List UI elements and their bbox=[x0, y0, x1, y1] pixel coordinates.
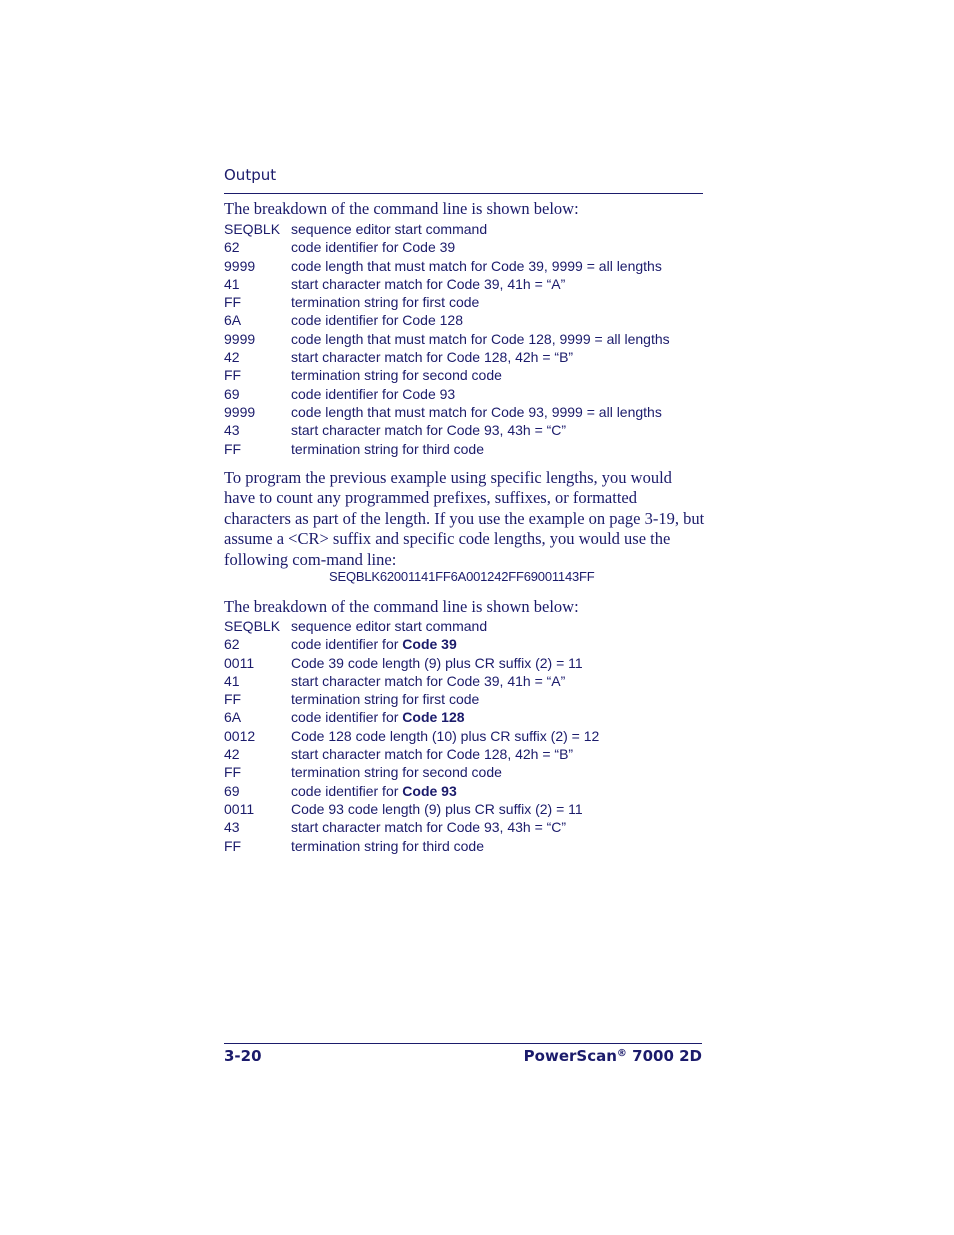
item-description bbox=[291, 386, 455, 402]
item-description bbox=[291, 422, 566, 438]
item-code: 6A bbox=[224, 709, 242, 726]
item-code: 42 bbox=[224, 746, 240, 763]
item-code: FF bbox=[224, 764, 242, 781]
item-code: 0011 bbox=[224, 654, 255, 671]
item-description bbox=[291, 331, 670, 347]
item-description-text: termination string for first code bbox=[291, 294, 480, 311]
item-description-text: termination string for second code bbox=[291, 367, 502, 384]
item-description-text: start character match for Code 93, 43h = “C” bbox=[291, 422, 567, 439]
list-item bbox=[224, 238, 704, 256]
item-description-text: code length that must match for Code 39, 9999 = all lengths bbox=[291, 257, 662, 274]
list-item bbox=[224, 745, 704, 763]
item-code: 9999 bbox=[224, 330, 256, 347]
product-model: 7000 2D bbox=[626, 1047, 702, 1065]
item-description bbox=[291, 783, 457, 799]
item-description bbox=[291, 819, 566, 835]
footer-rule bbox=[224, 1043, 702, 1044]
item-code: 0012 bbox=[224, 727, 256, 744]
item-description bbox=[291, 838, 484, 854]
breakdown-list-1 bbox=[224, 220, 704, 458]
list-item bbox=[224, 275, 704, 293]
header-rule bbox=[224, 193, 703, 194]
item-code: 6A bbox=[224, 312, 242, 329]
item-description bbox=[291, 312, 463, 328]
item-description-text: Code 128 code length (10) plus CR suffix (2) = 12 bbox=[291, 727, 600, 744]
item-description-text: code length that must match for Code 128, 9999 = all lengths bbox=[291, 330, 670, 347]
product-name bbox=[524, 1047, 702, 1065]
list-item bbox=[224, 818, 704, 836]
item-description bbox=[291, 404, 662, 420]
list-item bbox=[224, 654, 704, 672]
item-code: 69 bbox=[224, 385, 240, 402]
item-description-text: code identifier for Code 93 bbox=[291, 385, 456, 402]
item-code: FF bbox=[224, 367, 242, 384]
item-code: FF bbox=[224, 294, 242, 311]
list-item bbox=[224, 440, 704, 458]
item-description-text: start character match for Code 128, 42h = “B” bbox=[291, 746, 574, 763]
item-code: 43 bbox=[224, 819, 240, 836]
item-description bbox=[291, 294, 479, 310]
item-description bbox=[291, 239, 455, 255]
list-item bbox=[224, 293, 704, 311]
item-code: 69 bbox=[224, 782, 240, 799]
item-description-text: Code 93 code length (9) plus CR suffix (2) = 11 bbox=[291, 800, 583, 817]
item-description bbox=[291, 746, 573, 762]
item-code: 43 bbox=[224, 422, 240, 439]
item-description-text: code identifier for Code 128 bbox=[291, 312, 463, 329]
list-item bbox=[224, 708, 704, 726]
list-item bbox=[224, 800, 704, 818]
list-item bbox=[224, 763, 704, 781]
item-code: SEQBLK bbox=[224, 618, 281, 634]
breakdown-intro-2: The breakdown of the command line is shown below: bbox=[224, 597, 579, 616]
item-description bbox=[291, 764, 502, 780]
item-description-text: sequence editor start command bbox=[291, 221, 488, 237]
item-code: 9999 bbox=[224, 403, 256, 420]
section-title: Output bbox=[224, 166, 277, 184]
item-code: 0011 bbox=[224, 800, 255, 817]
item-description bbox=[291, 258, 662, 274]
item-description-emphasis: Code 93 bbox=[402, 782, 457, 799]
item-description bbox=[291, 618, 487, 634]
item-description-text: code identifier for bbox=[291, 782, 403, 799]
item-description-text: start character match for Code 39, 41h = “A” bbox=[291, 672, 566, 689]
list-item bbox=[224, 727, 704, 745]
item-description bbox=[291, 221, 487, 237]
item-description-text: termination string for second code bbox=[291, 764, 502, 781]
list-item bbox=[224, 311, 704, 329]
list-item bbox=[224, 330, 704, 348]
list-item bbox=[224, 403, 704, 421]
item-code: 62 bbox=[224, 239, 240, 256]
item-description bbox=[291, 349, 573, 365]
item-description-text: code length that must match for Code 93, 9999 = all lengths bbox=[291, 403, 662, 420]
list-item bbox=[224, 837, 704, 855]
list-item bbox=[224, 672, 704, 690]
item-description bbox=[291, 636, 457, 652]
item-description-text: code identifier for bbox=[291, 636, 403, 653]
item-description-emphasis: Code 39 bbox=[402, 636, 457, 653]
item-code: FF bbox=[224, 440, 242, 457]
command-line: SEQBLK62001141FF6A001242FF69001143FF bbox=[329, 569, 595, 584]
list-item bbox=[224, 421, 704, 439]
item-code: FF bbox=[224, 837, 242, 854]
item-description-text: termination string for first code bbox=[291, 691, 480, 708]
list-item bbox=[224, 385, 704, 403]
item-description bbox=[291, 691, 479, 707]
item-description bbox=[291, 709, 465, 725]
item-description-text: start character match for Code 128, 42h = “B” bbox=[291, 349, 574, 366]
item-description bbox=[291, 276, 565, 292]
item-code: 62 bbox=[224, 636, 240, 653]
item-description-text: code identifier for bbox=[291, 709, 403, 726]
item-description-text: sequence editor start command bbox=[291, 618, 488, 634]
item-description bbox=[291, 673, 565, 689]
item-description-text: start character match for Code 39, 41h = “A” bbox=[291, 275, 566, 292]
list-item bbox=[224, 690, 704, 708]
item-description-text: start character match for Code 93, 43h = “C” bbox=[291, 819, 567, 836]
list-item bbox=[224, 366, 704, 384]
item-code: 42 bbox=[224, 349, 240, 366]
product-name-text: PowerScan bbox=[523, 1047, 617, 1065]
item-description bbox=[291, 441, 484, 457]
list-item bbox=[224, 782, 704, 800]
registered-mark: ® bbox=[616, 1048, 627, 1059]
item-description-text: code identifier for Code 39 bbox=[291, 239, 456, 256]
item-description bbox=[291, 367, 502, 383]
item-description-emphasis: Code 128 bbox=[402, 709, 465, 726]
breakdown-list-2 bbox=[224, 617, 704, 855]
item-description bbox=[291, 801, 583, 817]
page-number: 3-20 bbox=[224, 1047, 262, 1065]
list-item bbox=[224, 220, 704, 238]
item-description bbox=[291, 728, 599, 744]
item-code: SEQBLK bbox=[224, 221, 281, 237]
body-paragraph: To program the previous example using specific lengths, you would have to count any programmed prefixes, suffixes, or formatted characters as part of the length. If you use the example on page 3-19, but assume a <CR> suffix and specific code lengths, you would use the following com-mand line: bbox=[224, 468, 705, 569]
item-description bbox=[291, 655, 583, 671]
list-item bbox=[224, 257, 704, 275]
list-item bbox=[224, 635, 704, 653]
item-description-text: Code 39 code length (9) plus CR suffix (2) = 11 bbox=[291, 654, 583, 671]
breakdown-intro-1: The breakdown of the command line is shown below: bbox=[224, 199, 579, 218]
item-code: 41 bbox=[224, 672, 240, 689]
item-code: 41 bbox=[224, 275, 240, 292]
item-code: 9999 bbox=[224, 257, 256, 274]
list-item bbox=[224, 617, 704, 635]
item-description-text: termination string for third code bbox=[291, 440, 484, 457]
list-item bbox=[224, 348, 704, 366]
item-code: FF bbox=[224, 691, 242, 708]
item-description-text: termination string for third code bbox=[291, 837, 484, 854]
